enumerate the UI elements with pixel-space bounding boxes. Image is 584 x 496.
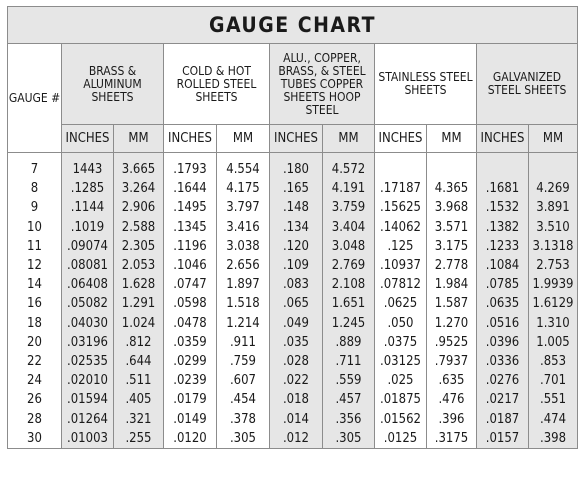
rolled-inches-cell: .1793 [164, 160, 217, 179]
rolled-mm-cell: 1.897 [217, 275, 270, 294]
galvanized-inches-cell: .0785 [477, 275, 529, 294]
brass-mm-cell: 3.665 [114, 160, 164, 179]
stainless-inches-cell [375, 160, 427, 179]
unit-header-mm: MM [529, 125, 578, 153]
brass-inches-cell: .1144 [62, 198, 114, 217]
brass-inches-cell: .1019 [62, 218, 114, 237]
rolled-mm-cell: .378 [217, 409, 270, 428]
brass-mm-cell: 1.024 [114, 314, 164, 333]
galvanized-inches-cell: .1681 [477, 179, 529, 198]
rolled-mm-cell: 2.656 [217, 256, 270, 275]
rolled-inches-cell: .1196 [164, 237, 217, 256]
table-row [8, 294, 578, 313]
tube-mm-cell: .559 [323, 371, 375, 390]
tube-mm-cell: 4.572 [323, 160, 375, 179]
brass-inches-cell: .01594 [62, 390, 114, 409]
brass-inches-cell: .02010 [62, 371, 114, 390]
brass-mm-cell: .321 [114, 409, 164, 428]
unit-header-mm: MM [114, 125, 164, 153]
galvanized-inches-cell: .0187 [477, 409, 529, 428]
galvanized-mm-cell: .551 [529, 390, 578, 409]
tube-mm-cell: .356 [323, 409, 375, 428]
galvanized-inches-cell: .0516 [477, 314, 529, 333]
rolled-mm-cell: .911 [217, 333, 270, 352]
brass-inches-cell: .01264 [62, 409, 114, 428]
gauge-cell: 10 [8, 218, 62, 237]
tube-inches-cell: .049 [270, 314, 323, 333]
stainless-mm-cell: .635 [427, 371, 477, 390]
stainless-inches-cell: .15625 [375, 198, 427, 217]
table-row [8, 390, 578, 409]
gauge-cell: 28 [8, 409, 62, 428]
galvanized-inches-cell: .0276 [477, 371, 529, 390]
tube-mm-cell: 2.108 [323, 275, 375, 294]
tube-mm-cell: .711 [323, 352, 375, 371]
unit-header-inches: INCHES [477, 125, 529, 153]
stainless-mm-cell: .9525 [427, 333, 477, 352]
brass-mm-cell: 2.906 [114, 198, 164, 217]
brass-mm-cell: .405 [114, 390, 164, 409]
stainless-mm-cell: 4.365 [427, 179, 477, 198]
brass-mm-cell: .255 [114, 429, 164, 449]
rolled-inches-cell: .1495 [164, 198, 217, 217]
galvanized-mm-cell: .701 [529, 371, 578, 390]
tube-mm-cell: .889 [323, 333, 375, 352]
rolled-inches-cell: .1644 [164, 179, 217, 198]
rolled-mm-cell: .759 [217, 352, 270, 371]
unit-header-mm: MM [323, 125, 375, 153]
table-row [8, 275, 578, 294]
gauge-cell: 12 [8, 256, 62, 275]
tube-inches-cell: .035 [270, 333, 323, 352]
galvanized-inches-cell: .0217 [477, 390, 529, 409]
galvanized-mm-cell: 4.269 [529, 179, 578, 198]
brass-inches-cell: .02535 [62, 352, 114, 371]
chart-title: GAUGE CHART [8, 7, 578, 44]
rolled-inches-cell: .0359 [164, 333, 217, 352]
brass-inches-cell: .09074 [62, 237, 114, 256]
table-row [8, 160, 578, 179]
rolled-mm-cell: 1.214 [217, 314, 270, 333]
unit-header-inches: INCHES [375, 125, 427, 153]
tube-mm-cell: .305 [323, 429, 375, 449]
tube-inches-cell: .180 [270, 160, 323, 179]
stainless-inches-cell: .125 [375, 237, 427, 256]
group-header-brass-aluminum: BRASS & ALUMINUM SHEETS [62, 44, 164, 125]
stainless-inches-cell: .17187 [375, 179, 427, 198]
unit-header-mm: MM [217, 125, 270, 153]
stainless-inches-cell: .050 [375, 314, 427, 333]
rolled-mm-cell: 3.797 [217, 198, 270, 217]
gauge-cell: 30 [8, 429, 62, 449]
tube-inches-cell: .165 [270, 179, 323, 198]
table-row [8, 314, 578, 333]
unit-header-inches: INCHES [62, 125, 114, 153]
stainless-mm-cell: 3.968 [427, 198, 477, 217]
rolled-inches-cell: .1345 [164, 218, 217, 237]
brass-inches-cell: .06408 [62, 275, 114, 294]
gauge-cell: 7 [8, 160, 62, 179]
brass-mm-cell: .644 [114, 352, 164, 371]
tube-inches-cell: .148 [270, 198, 323, 217]
unit-header-inches: INCHES [270, 125, 323, 153]
table-row [8, 429, 578, 449]
stainless-mm-cell: 3.175 [427, 237, 477, 256]
tube-inches-cell: .083 [270, 275, 323, 294]
tube-inches-cell: .134 [270, 218, 323, 237]
brass-mm-cell: 3.264 [114, 179, 164, 198]
galvanized-mm-cell: 1.6129 [529, 294, 578, 313]
galvanized-inches-cell: .0396 [477, 333, 529, 352]
stainless-inches-cell: .0625 [375, 294, 427, 313]
unit-header-mm: MM [427, 125, 477, 153]
rolled-inches-cell: .0747 [164, 275, 217, 294]
tube-inches-cell: .018 [270, 390, 323, 409]
galvanized-mm-cell [529, 160, 578, 179]
stainless-inches-cell: .10937 [375, 256, 427, 275]
gauge-cell: 14 [8, 275, 62, 294]
tube-mm-cell: 3.048 [323, 237, 375, 256]
galvanized-mm-cell: 1.9939 [529, 275, 578, 294]
gauge-chart [7, 6, 577, 449]
rolled-inches-cell: .0598 [164, 294, 217, 313]
brass-mm-cell: 2.053 [114, 256, 164, 275]
galvanized-mm-cell: 1.310 [529, 314, 578, 333]
rolled-inches-cell: .0478 [164, 314, 217, 333]
tube-mm-cell: 1.245 [323, 314, 375, 333]
galvanized-mm-cell: 2.753 [529, 256, 578, 275]
gauge-header: GAUGE # [8, 44, 62, 153]
galvanized-mm-cell: 3.891 [529, 198, 578, 217]
brass-inches-cell: .01003 [62, 429, 114, 449]
rolled-inches-cell: .1046 [164, 256, 217, 275]
brass-inches-cell: .04030 [62, 314, 114, 333]
stainless-inches-cell: .14062 [375, 218, 427, 237]
rolled-inches-cell: .0179 [164, 390, 217, 409]
stainless-mm-cell: .476 [427, 390, 477, 409]
gauge-cell: 16 [8, 294, 62, 313]
rolled-mm-cell: .607 [217, 371, 270, 390]
galvanized-inches-cell: .0336 [477, 352, 529, 371]
galvanized-inches-cell: .0635 [477, 294, 529, 313]
stainless-mm-cell: 2.778 [427, 256, 477, 275]
tube-inches-cell: .065 [270, 294, 323, 313]
galvanized-mm-cell: .853 [529, 352, 578, 371]
gauge-cell: 11 [8, 237, 62, 256]
tube-inches-cell: .120 [270, 237, 323, 256]
rolled-mm-cell: 1.518 [217, 294, 270, 313]
tube-mm-cell: .457 [323, 390, 375, 409]
tube-inches-cell: .012 [270, 429, 323, 449]
brass-inches-cell: .1285 [62, 179, 114, 198]
stainless-inches-cell: .025 [375, 371, 427, 390]
galvanized-inches-cell: .0157 [477, 429, 529, 449]
galvanized-mm-cell: .398 [529, 429, 578, 449]
table-row [8, 237, 578, 256]
stainless-mm-cell: .7937 [427, 352, 477, 371]
stainless-mm-cell: .396 [427, 409, 477, 428]
galvanized-inches-cell: .1532 [477, 198, 529, 217]
rolled-inches-cell: .0299 [164, 352, 217, 371]
group-header-tubes-copper-hoop: ALU., COPPER, BRASS, & STEEL TUBES COPPER SHEETS HOOP STEEL [270, 44, 375, 125]
table-row [8, 409, 578, 428]
tube-inches-cell: .109 [270, 256, 323, 275]
brass-mm-cell: 2.588 [114, 218, 164, 237]
rolled-mm-cell: 3.416 [217, 218, 270, 237]
gauge-cell: 8 [8, 179, 62, 198]
stainless-mm-cell: .3175 [427, 429, 477, 449]
galvanized-mm-cell: .474 [529, 409, 578, 428]
unit-header-inches: INCHES [164, 125, 217, 153]
brass-inches-cell: 1443 [62, 160, 114, 179]
galvanized-inches-cell [477, 160, 529, 179]
rolled-mm-cell: .305 [217, 429, 270, 449]
tube-mm-cell: 2.769 [323, 256, 375, 275]
rolled-inches-cell: .0120 [164, 429, 217, 449]
tube-inches-cell: .022 [270, 371, 323, 390]
group-header-cold-hot-rolled: COLD & HOT ROLLED STEEL SHEETS [164, 44, 270, 125]
stainless-mm-cell [427, 160, 477, 179]
table-row [8, 198, 578, 217]
stainless-inches-cell: .03125 [375, 352, 427, 371]
table-row [8, 352, 578, 371]
rolled-mm-cell: 3.038 [217, 237, 270, 256]
galvanized-mm-cell: 3.1318 [529, 237, 578, 256]
stainless-inches-cell: .0375 [375, 333, 427, 352]
brass-mm-cell: 2.305 [114, 237, 164, 256]
brass-inches-cell: .08081 [62, 256, 114, 275]
stainless-mm-cell: 1.984 [427, 275, 477, 294]
rolled-mm-cell: 4.554 [217, 160, 270, 179]
tube-mm-cell: 1.651 [323, 294, 375, 313]
group-header-galvanized: GALVANIZED STEEL SHEETS [477, 44, 578, 125]
brass-mm-cell: 1.628 [114, 275, 164, 294]
group-header-stainless: STAINLESS STEEL SHEETS [375, 44, 477, 125]
stainless-inches-cell: .07812 [375, 275, 427, 294]
galvanized-mm-cell: 1.005 [529, 333, 578, 352]
tube-mm-cell: 4.191 [323, 179, 375, 198]
brass-inches-cell: .03196 [62, 333, 114, 352]
tube-inches-cell: .014 [270, 409, 323, 428]
galvanized-inches-cell: .1382 [477, 218, 529, 237]
brass-mm-cell: 1.291 [114, 294, 164, 313]
rolled-mm-cell: .454 [217, 390, 270, 409]
stainless-inches-cell: .01562 [375, 409, 427, 428]
rolled-mm-cell: 4.175 [217, 179, 270, 198]
table-row [8, 256, 578, 275]
galvanized-mm-cell: 3.510 [529, 218, 578, 237]
stainless-inches-cell: .0125 [375, 429, 427, 449]
table-row [8, 371, 578, 390]
brass-inches-cell: .05082 [62, 294, 114, 313]
gauge-cell: 22 [8, 352, 62, 371]
gauge-cell: 20 [8, 333, 62, 352]
galvanized-inches-cell: .1084 [477, 256, 529, 275]
galvanized-inches-cell: .1233 [477, 237, 529, 256]
gauge-cell: 18 [8, 314, 62, 333]
tube-mm-cell: 3.759 [323, 198, 375, 217]
stainless-inches-cell: .01875 [375, 390, 427, 409]
gauge-table [7, 6, 578, 449]
table-row [8, 333, 578, 352]
gauge-cell: 24 [8, 371, 62, 390]
gauge-cell: 9 [8, 198, 62, 217]
stainless-mm-cell: 1.587 [427, 294, 477, 313]
table-row [8, 179, 578, 198]
table-row [8, 218, 578, 237]
brass-mm-cell: .812 [114, 333, 164, 352]
tube-mm-cell: 3.404 [323, 218, 375, 237]
rolled-inches-cell: .0149 [164, 409, 217, 428]
stainless-mm-cell: 3.571 [427, 218, 477, 237]
rolled-inches-cell: .0239 [164, 371, 217, 390]
tube-inches-cell: .028 [270, 352, 323, 371]
stainless-mm-cell: 1.270 [427, 314, 477, 333]
brass-mm-cell: .511 [114, 371, 164, 390]
gauge-cell: 26 [8, 390, 62, 409]
